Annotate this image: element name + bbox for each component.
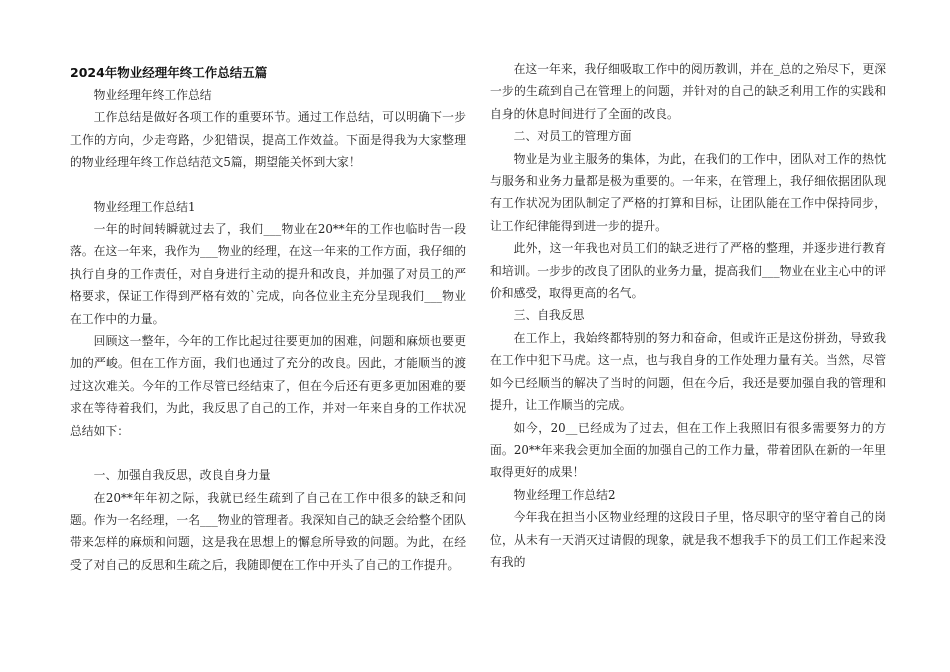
paragraph: 物业经理年终工作总结 [93, 88, 212, 102]
document-title: 2024年物业经理年终工作总结五篇 [70, 65, 268, 80]
left-column [70, 58, 466, 576]
paragraph: 今年我在担当小区物业经理的这段日子里，恪尽职守的坚守着自己的岗位，从未有一天消灭过请假的现象，就是我不想我手下的员工们工作起来没有我的 [490, 510, 886, 569]
paragraph: 如今，20__已经成为了过去，但在工作上我照旧有很多需要努力的方面。20**年来我会更加全面的加强自己的工作力量，带着团队在新的一年里取得更好的成果！ [490, 420, 886, 480]
paragraph-spacer [70, 174, 466, 196]
paragraph: 一、加强自我反思，改良自身力量 [93, 468, 271, 483]
paragraph: 在工作上，我始终都特别的努力和奋命，但或许正是这份拼劲，导致我在工作中犯下马虎。这一点，也与我自身的工作处理力量有关。当然，尽管如今已经顺当的解决了当时的问题，但在今后，我还是要加强自我的管理和提升，让工作顺当的完成。 [490, 330, 886, 413]
paragraph: 物业是为业主服务的集体，为此，在我们的工作中，团队对工作的热忱与服务和业务力量都是极为重要的。一年来，在管理上，我仔细依据团队现有工作状况为团队制定了严格的打算和目标，让团队能在工作中保持同步，让工作纪律能得到进一步的提升。 [490, 151, 886, 233]
paragraph: 物业经理工作总结1 [93, 199, 196, 214]
paragraph: 回顾这一整年，今年的工作比起过往要更加的困难，问题和麻烦也要更加的严峻。但在工作方面，我们也通过了充分的改良。因此，才能顺当的渡过这次难关。今年的工作尽管已经结束了，但在今后还有更多更加困难的要求在等待着我们，为此，我反思了自己的工作，并对一年来自身的工作状况总结如下： [70, 334, 466, 438]
paragraph: 三、自我反思 [513, 308, 585, 323]
right-column [490, 58, 886, 573]
paragraph: 工作总结是做好各项工作的重要环节。通过工作总结，可以明确下一步工作的方向，少走弯路，少犯错误，提高工作效益。下面是得我为大家整理的物业经理年终工作总结范文5篇，期望能关怀到大家！ [70, 110, 466, 170]
paragraph: 在这一年来，我仔细吸取工作中的阅历教训，并在_总的之殆尽下，更深一步的生疏到自己在管理上的问题，并针对的自己的缺乏利用工作的实践和自身的休息时间进行了全面的改良。 [490, 62, 886, 121]
paragraph: 物业经理工作总结2 [513, 487, 616, 502]
paragraph: 一年的时间转瞬就过去了，我们___物业在20**年的工作也临时告一段落。在这一年来，我作为___物业的经理，在这一年来的工作方面，我仔细的执行自身的工作责任，对自身进行主动的提升和改良，并加强了对员工的严格要求，保证工作得到严格有效的`完成，向各位业主充分呈现我们___物业在工作中的力量。 [70, 222, 466, 326]
paragraph: 在20**年年初之际，我就已经生疏到了自己在工作中很多的缺乏和问题。作为一名经理，一名___物业的管理者。我深知自己的缺乏会给整个团队带来怎样的麻烦和问题，这是我在思想上的懈怠所导致的问题。为此，在经受了对自己的反思和生疏之后，我随即便在工作中开头了自己的工作提升。 [70, 490, 466, 572]
paragraph-spacer [70, 442, 466, 464]
paragraph: 此外，这一年我也对员工们的缺乏进行了严格的整理，并逐步进行教育和培训。一步步的改良了团队的业务力量，提高我们___物业在业主心中的评价和感受，取得更高的名气。 [490, 241, 886, 301]
paragraph: 二、对员工的管理方面 [513, 129, 632, 144]
